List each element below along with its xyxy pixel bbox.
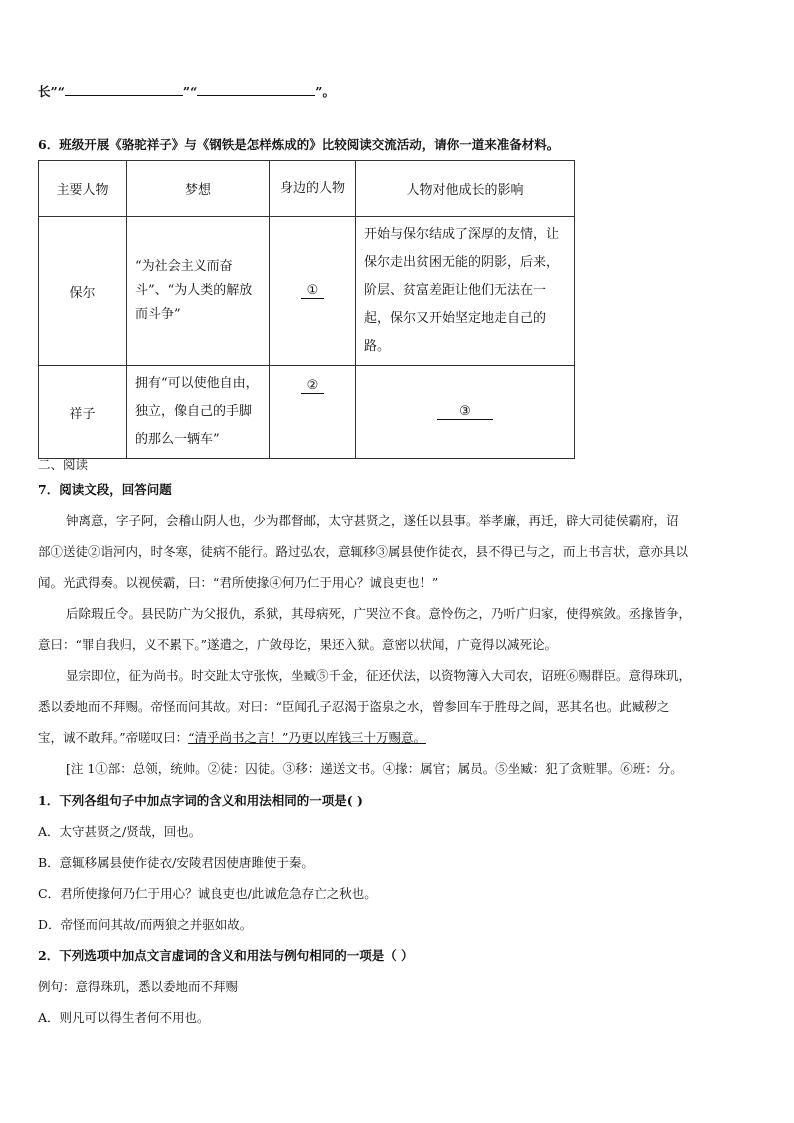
question-6-prompt: 6．班级开展《骆驼祥子》与《钢铁是怎样炼成的》比较阅读交流活动，请你一道来准备材料。 — [38, 137, 560, 152]
answer-blank-2[interactable] — [197, 83, 315, 96]
option-b[interactable]: B．意辄移属县使作徒衣/安陵君因使唐雎使于秦。 — [38, 855, 314, 870]
row-name-paul: 保尔 — [39, 217, 127, 366]
passage-line — [38, 728, 426, 746]
sub-question-2-prompt: 2．下列选项中加点文言虚词的含义和用法与例句相同的一项是（ ） — [38, 948, 414, 963]
fill-in-suffix: ”。 — [315, 84, 335, 99]
row-people-paul[interactable] — [270, 217, 356, 366]
annotation-note: [注 1①部：总领，统帅。②徒：囚徒。③移：递送文书。④掾：属官；属员。⑤坐臧：犯了贪赃罪。⑥班：分。 — [66, 761, 683, 776]
row-dream-paul: “为社会主义而奋斗”、“为人类的解放而斗争” — [127, 217, 270, 366]
header-influence: 人物对他成长的影响 — [356, 161, 575, 217]
option-a[interactable]: A．太守甚贤之/贤哉，回也。 — [38, 824, 202, 839]
row-influence-paul: 开始与保尔结成了深厚的友情，让保尔走出贫困无能的阴影，后来，阶层、贫富差距让他们无法在一起，保尔又开始坚定地走自己的路。 — [356, 217, 575, 366]
blank-2-marker: ② — [301, 378, 325, 394]
passage-line: 闻。光武得奏。以视侯霸，曰：“君所使掾④何乃仁于用心？诚良吏也！” — [38, 575, 439, 590]
blank-3-marker: ③ — [437, 404, 493, 420]
sub-question-1-prompt: 1．下列各组句子中加点字词的含义和用法相同的一项是( ) — [38, 793, 363, 808]
fill-in-mid: ”“ — [182, 84, 198, 99]
section-heading-reading: 二、阅读 — [38, 457, 89, 472]
header-dream: 梦想 — [127, 161, 270, 217]
table-row — [39, 217, 575, 366]
passage-line: 显宗即位，征为尚书。时交趾太守张恢，坐臧⑤千金，征还伏法，以资物簿入大司农，诏班⑥赐群臣。意得珠玑， — [66, 668, 692, 683]
header-people-around: 身边的人物 — [270, 161, 356, 217]
passage-text: 宝，诚不敢拜。”帝嗟叹曰： — [38, 730, 189, 745]
header-main-character: 主要人物 — [39, 161, 127, 217]
passage-line: 后除瑕丘令。县民防广为父报仇，系狱，其母病死，广哭泣不食。意怜伤之，乃听广归家，使得殡敛。丞掾皆争， — [66, 606, 692, 621]
passage-line: 部①送徒②诣河内，时冬寒，徒病不能行。路过弘农，意辄移③属县使作徒衣，县不得已与之，而上书言状，意亦具以 — [38, 544, 689, 559]
option-a[interactable]: A．则凡可以得生者何不用也。 — [38, 1010, 210, 1025]
passage-line: 意曰：“罪自我归，义不累下。”遂遣之，广敛母讫，果还入狱。意密以状闻，广竟得以减死论。 — [38, 637, 558, 652]
table-row — [39, 366, 575, 459]
blank-1-marker: ① — [301, 283, 325, 299]
passage-line: 悉以委地而不拜赐。帝怪而问其故。对曰：“臣闻孔子忍渴于盗泉之水，曾参回车于胜母之闾，恶其名也。此臧秽之 — [38, 699, 670, 714]
option-d[interactable]: D．帝怪而问其故/而两狼之并驱如故。 — [38, 917, 253, 932]
fill-in-prefix: 长”“ — [38, 84, 65, 99]
question-7-prompt: 7．阅读文段，回答问题 — [38, 482, 172, 497]
answer-blank-1[interactable] — [65, 83, 183, 96]
row-dream-xiangzi: 拥有“可以使他自由，独立，像自己的手脚的那么一辆车” — [127, 366, 270, 459]
row-people-xiangzi[interactable] — [270, 366, 356, 459]
option-c[interactable]: C．君所使掾何乃仁于用心？诚良吏也/此诚危急存亡之秋也。 — [38, 886, 377, 901]
table-header-row — [39, 161, 575, 217]
passage-line: 钟离意，字子阿，会稽山阴人也，少为郡督邮，太守甚贤之，遂任以县事。举孝廉，再迁，辟大司徒侯霸府，诏 — [66, 513, 679, 528]
fill-in-line — [38, 82, 335, 100]
underlined-sentence: “清乎尚书之言！”乃更以库钱三十万赐意。 — [188, 730, 426, 745]
example-sentence: 例句：意得珠玑，悉以委地而不拜赐 — [38, 979, 239, 994]
row-influence-xiangzi[interactable] — [356, 366, 575, 459]
comparison-table — [38, 160, 575, 459]
row-name-xiangzi: 祥子 — [39, 366, 127, 459]
